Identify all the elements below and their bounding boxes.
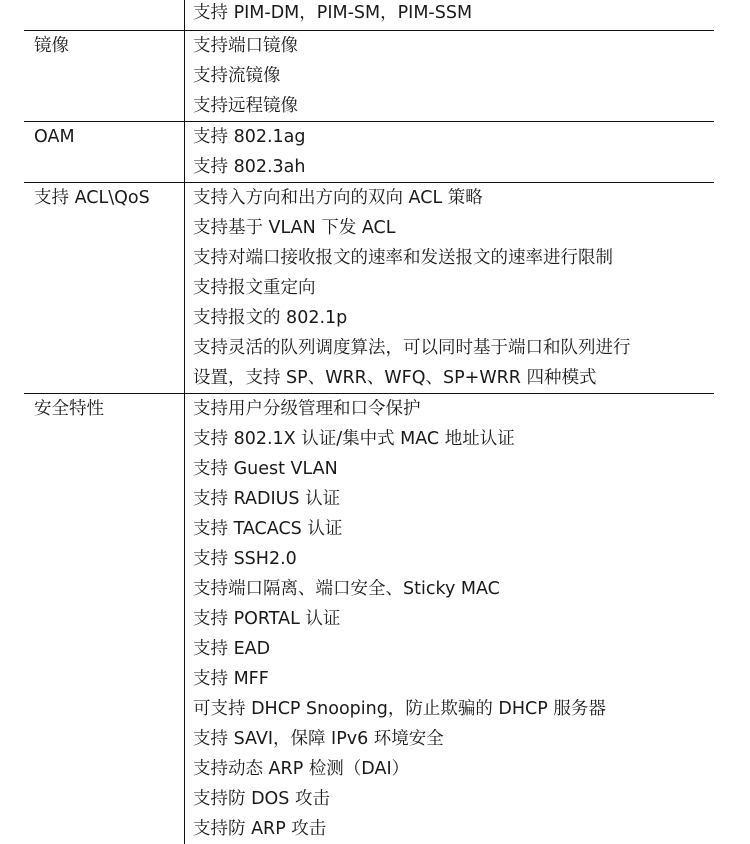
spec-item: 支持流镜像	[193, 66, 281, 86]
group-label-text	[34, 0, 184, 30]
spec-item: 支持用户分级管理和口令保护	[193, 399, 421, 419]
spec-item: 支持 EAD	[193, 639, 271, 659]
spec-item: 支持 PIM-DM，PIM-SM，PIM-SSM	[193, 3, 473, 23]
spec-item: 支持远程镜像	[193, 96, 298, 116]
group-values	[184, 394, 714, 844]
spec-group-mirroring	[24, 31, 714, 122]
spec-item: 支持 802.3ah	[193, 157, 306, 177]
spec-table	[24, 0, 714, 844]
spec-item: 支持灵活的队列调度算法，可以同时基于端口和队列进行	[193, 338, 631, 358]
spec-group-acl-qos	[24, 183, 714, 394]
spec-item: 支持 SSH2.0	[193, 549, 297, 569]
group-label	[24, 0, 184, 30]
group-label	[24, 122, 184, 182]
spec-item: 支持 PORTAL 认证	[193, 609, 341, 629]
group-values	[184, 122, 714, 182]
spec-group-security	[24, 394, 714, 844]
spec-item: 支持 Guest VLAN	[193, 459, 338, 479]
group-values	[184, 183, 714, 393]
group-label	[24, 394, 184, 844]
spec-item: 支持防 DOS 攻击	[193, 789, 330, 809]
spec-item: 支持端口镜像	[193, 36, 298, 56]
group-label-text: OAM	[34, 127, 75, 147]
spec-item: 支持 MFF	[193, 669, 269, 689]
spec-item: 设置，支持 SP、WRR、WFQ、SP+WRR 四种模式	[193, 368, 597, 388]
spec-item: 支持 SAVI，保障 IPv6 环境安全	[193, 729, 444, 749]
spec-item: 支持报文重定向	[193, 278, 316, 298]
group-label-text: 支持 ACL\QoS	[34, 188, 150, 208]
spec-item: 支持入方向和出方向的双向 ACL 策略	[193, 188, 483, 208]
spec-item: 支持报文的 802.1p	[193, 308, 348, 328]
spec-item: 支持 802.1X 认证/集中式 MAC 地址认证	[193, 429, 515, 449]
group-label	[24, 183, 184, 393]
spec-item: 支持基于 VLAN 下发 ACL	[193, 218, 396, 238]
spec-item: 可支持 DHCP Snooping，防止欺骗的 DHCP 服务器	[193, 699, 606, 719]
spec-item: 支持 RADIUS 认证	[193, 489, 341, 509]
spec-item: 支持对端口接收报文的速率和发送报文的速率进行限制	[193, 248, 613, 268]
group-values	[184, 0, 714, 30]
spec-group-multicast	[24, 0, 714, 31]
spec-item: 支持端口隔离、端口安全、Sticky MAC	[193, 579, 500, 599]
spec-item: 支持动态 ARP 检测（DAI）	[193, 759, 410, 779]
spec-item: 支持 TACACS 认证	[193, 519, 343, 539]
spec-item: 支持防 ARP 攻击	[193, 819, 327, 839]
group-label	[24, 31, 184, 121]
spec-item: 支持 802.1ag	[193, 127, 306, 147]
group-label-text: 镜像	[34, 36, 69, 56]
group-label-text: 安全特性	[34, 399, 104, 419]
group-values	[184, 31, 714, 121]
spec-group-oam	[24, 122, 714, 183]
